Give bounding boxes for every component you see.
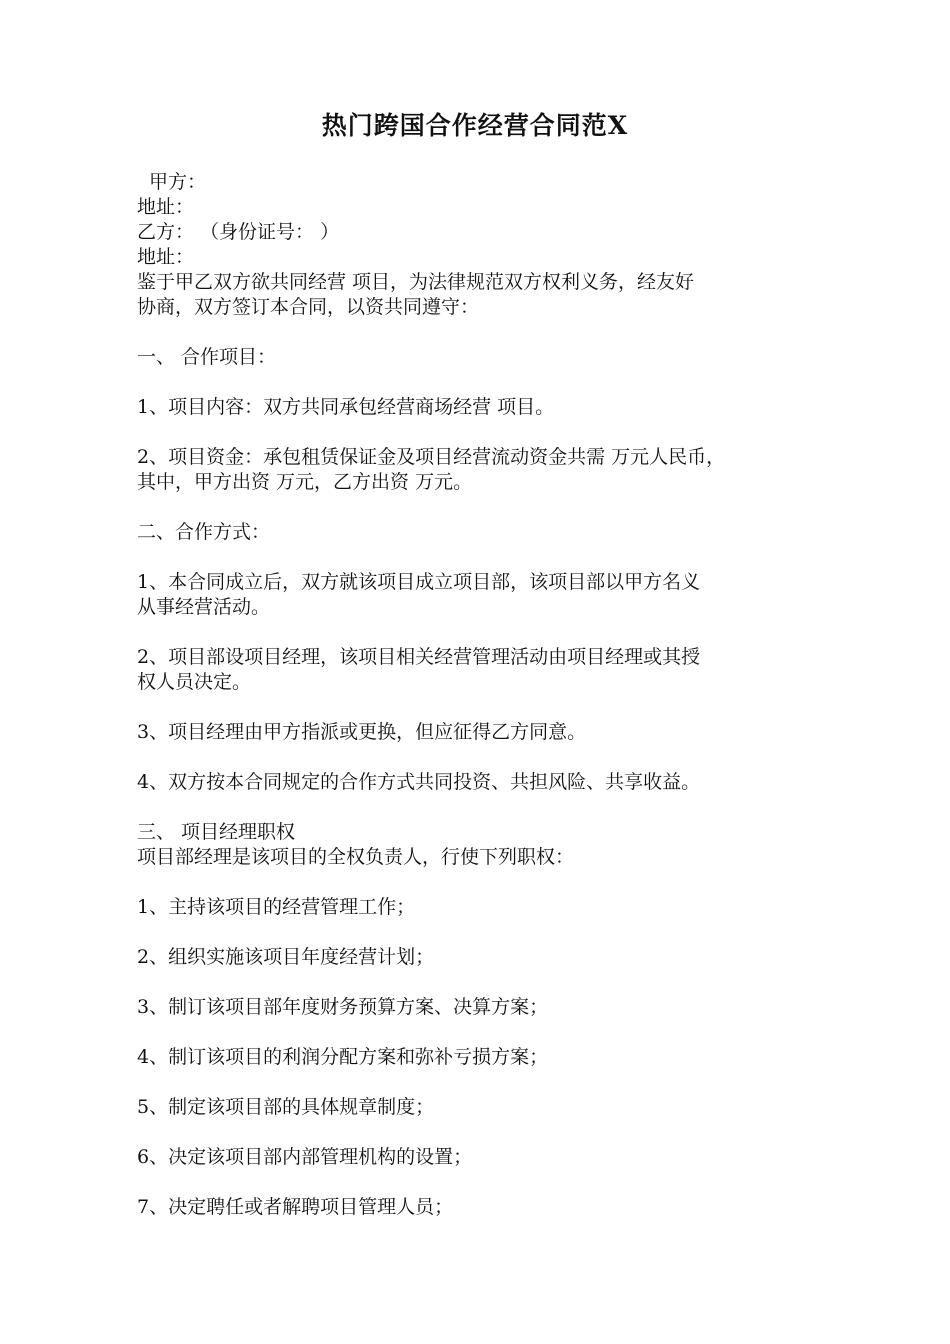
paragraph-gap <box>137 420 837 445</box>
section3-item: 1、主持该项目的经营管理工作； <box>137 896 416 918</box>
section-heading-3: 三、 项目经理职权 <box>137 821 296 843</box>
intro-line: 鉴于甲乙双方欲共同经营 项目，为法律规范双方权利义务，经友好 <box>137 271 695 293</box>
section1-item: 2、项目资金：承包租赁保证金及项目经营流动资金共需 万元人民币， <box>137 446 726 468</box>
document-title: 热门跨国合作经营合同范X <box>321 111 629 140</box>
section2-item: 2、项目部设项目经理，该项目相关经营管理活动由项目经理或其授 <box>137 646 701 668</box>
paragraph-gap <box>137 745 837 770</box>
section3-item: 3、制订该项目部年度财务预算方案、决算方案； <box>137 996 549 1018</box>
paragraph-gap <box>137 870 837 895</box>
section-heading-2: 二、合作方式： <box>137 521 271 543</box>
paragraph-gap <box>137 620 837 645</box>
section3-item: 5、制定该项目部的具体规章制度； <box>137 1096 435 1118</box>
section3-item: 2、组织实施该项目年度经营计划； <box>137 946 435 968</box>
section2-item: 4、双方按本合同规定的合作方式共同投资、共担风险、共享收益。 <box>137 771 701 793</box>
section1-item: 1、项目内容：双方共同承包经营商场经营 项目。 <box>137 396 555 418</box>
paragraph-gap <box>137 695 837 720</box>
section2-item: 3、项目经理由甲方指派或更换，但应征得乙方同意。 <box>137 721 587 743</box>
section3-intro: 项目部经理是该项目的全权负责人，行使下列职权： <box>137 846 575 868</box>
section3-item: 4、制订该项目的利润分配方案和弥补亏损方案； <box>137 1046 549 1068</box>
intro-line: 协商，双方签订本合同，以资共同遵守： <box>137 296 480 318</box>
section2-item-continued: 权人员决定。 <box>137 671 252 693</box>
paragraph-gap <box>137 1020 837 1045</box>
party-a-field: 甲方： <box>149 171 207 193</box>
party-b-field: 乙方： （身份证号： ） <box>137 221 340 243</box>
section1-item-continued: 其中，甲方出资 万元，乙方出资 万元。 <box>137 471 473 493</box>
section2-item-continued: 从事经营活动。 <box>137 596 271 618</box>
paragraph-gap <box>137 370 837 395</box>
paragraph-gap <box>137 545 837 570</box>
paragraph-gap <box>137 1170 837 1195</box>
paragraph-gap <box>137 495 837 520</box>
section-heading-1: 一、 合作项目： <box>137 346 277 368</box>
document-body <box>137 170 837 1220</box>
paragraph-gap <box>137 795 837 820</box>
paragraph-gap <box>137 970 837 995</box>
paragraph-gap <box>137 320 837 345</box>
paragraph-gap <box>137 920 837 945</box>
paragraph-gap <box>137 1120 837 1145</box>
section2-item: 1、本合同成立后，双方就该项目成立项目部，该项目部以甲方名义 <box>137 571 701 593</box>
party-b-address-field: 地址： <box>137 246 195 268</box>
paragraph-gap <box>137 1070 837 1095</box>
party-a-address-field: 地址： <box>137 196 195 218</box>
section3-item: 7、决定聘任或者解聘项目管理人员； <box>137 1196 454 1218</box>
section3-item: 6、决定该项目部内部管理机构的设置； <box>137 1146 473 1168</box>
